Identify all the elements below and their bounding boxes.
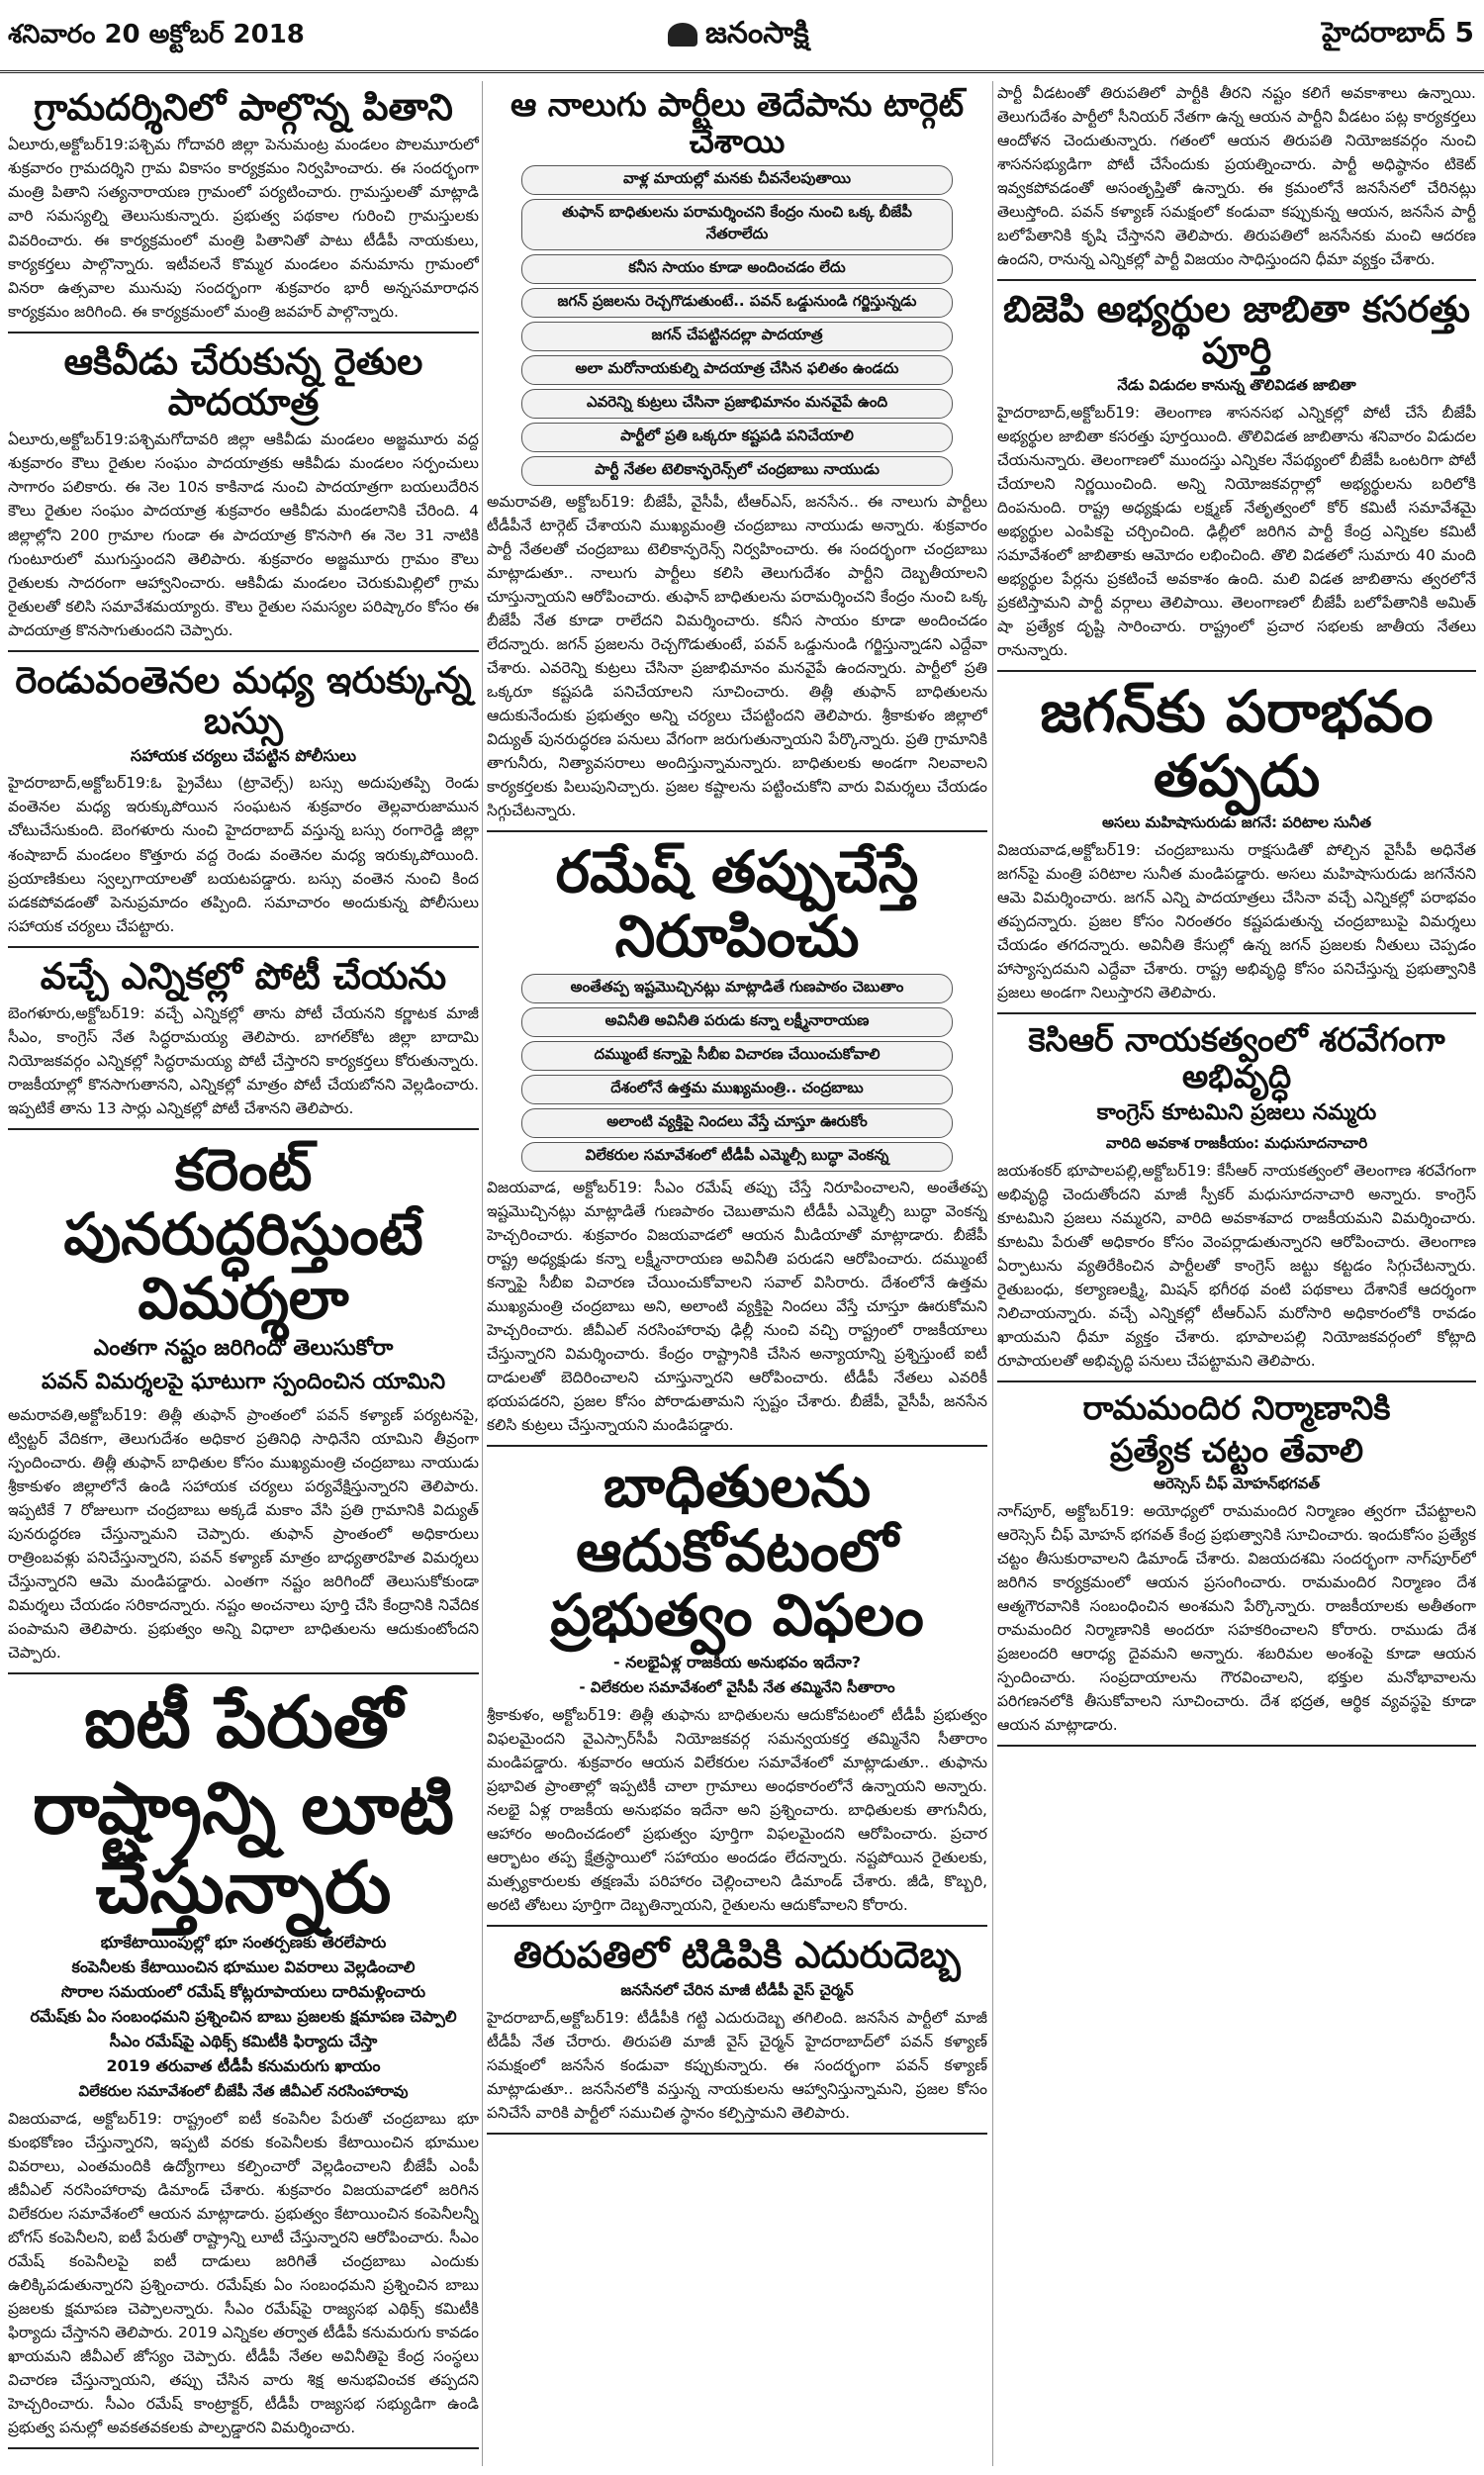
article-body: ఏలూరు,అక్టోబర్19:పశ్చిమ గోదావరి జిల్లా పెనుమంట్ర మండలం పొలమూరులో శుక్రవారం గ్రామదర్శిని గ్రామ వికాసం కార్యక్రమం నిర్వహించారు. ఈ సందర్భంగా మంత్రి పితాని సత్యనారాయణ గ్రామంలో పర్యటించారు. గ్రామస్తులతో మాట్లాడి వారి సమస్యల్ని తెలుసుకున్నారు. ప్రభుత్వ పథకాల గురించి గ్రామస్తులకు వివరించారు. ఈ కార్యక్రమంలో మంత్రి పితానితో పాటు టీడీపీ నాయకులు, కార్యకర్తలు పాల్గొన్నారు. ఇటీవలనే కొమ్మర మండలం వనుమాను గ్రామంలో వినరా ఉత్సవాల మునుపు సందర్భంగా శుక్రవారం భారీ అన్నసమారాధన కార్యక్రమం జరిగింది. ఈ కార్యక్రమంలో మంత్రి జవహర్ పాల్గొన్నారు. [8, 136, 479, 321]
article-byline: అసలు మహిషాసురుడు జగనే: పరిటాల సునీత [1102, 813, 1371, 832]
article-byline: - విలేకరుల సమావేశంలో వైసీపీ నేత తమ్మినేని సీతారాం [579, 1678, 895, 1697]
article-subheadline: సహాయక చర్యలు చేపట్టిన పోలీసులు [130, 746, 357, 766]
article-headline: జగన్‌కు పరాభవం తప్పదు [1040, 678, 1434, 810]
highlight-point: కనీస సాయం కూడా అందించడం లేదు [521, 254, 952, 284]
highlight-point: వాళ్ల మాయల్లో మనకు చీవనేలపుతాయి [521, 165, 952, 195]
article-divider [8, 1128, 479, 1130]
highlight-point: సొరాల సమయంలో రమేష్ కోట్లరూపాయలు దారిమళ్లించారు [60, 1981, 426, 2001]
article-divider [8, 2447, 479, 2449]
article [8, 956, 479, 1131]
article [487, 87, 987, 832]
article-byline: ఆరెస్సెస్ చీఫ్ మోహన్‌భగవత్ [1154, 1475, 1320, 1493]
article-byline: నేడు విడుదల కానున్న తొలివిడత జాబితా [1117, 376, 1356, 394]
masthead-title: జనంసాక్షి [705, 16, 809, 50]
article [8, 660, 479, 948]
article-headline: ఆ నాలుగు పార్టీలు తెదేపాను టార్గెట్ చేశాయి [510, 85, 965, 160]
article-byline: జనసేనలో చేరిన మాజీ టీడీపీ వైస్ చైర్మన్ [620, 1980, 854, 1999]
highlight-point: భూకేటాయింపుల్లో భూ సంతర్పణకు తెరలేపారు [100, 1932, 387, 1951]
article-body: అమరావతి,అక్టోబర్19: తిత్లీ తుఫాన్ ప్రాంతంలో పవన్ కళ్యాణ్ పర్యటనపై, ట్విట్టర్ వేదికగా, తెలుగుదేశం అధికార ప్రతినిధి సాధినేని యామిని తీవ్రంగా స్పందించారు. తిత్లీ తుఫాన్ బాధితుల కోసం ముఖ్యమంత్రి చంద్రబాబు నాయుడు శ్రీకాకుళం జిల్లాలోనే ఉండి సహాయక చర్యలు పర్యవేక్షిస్తున్నారని తెలిపారు. ఇప్పటికే 7 రోజులుగా చంద్రబాబు అక్కడే మకాం వేసి ప్రతి గ్రామానికి విద్యుత్ పునరుద్ధరణ చేస్తున్నామని చెప్పారు. తుఫాన్ ప్రాంతంలో అధికారులు రాత్రింబవళ్లు పనిచేస్తున్నారని, పవన్ కళ్యాణ్ మాత్రం బాధ్యతారహిత విమర్శలు చేస్తున్నారని ఆమె మండిపడ్డారు. ఎంతగా నష్టం జరిగిందో తెలుసుకోకుండా విమర్శలు చేయడం సరికాదన్నారు. నష్టం అంచనాలు పూర్తి చేసి కేంద్రానికి నివేదిక పంపామని తెలిపారు. ప్రభుత్వం అన్ని విధాలా బాధితులను ఆదుకుంటోందని చెప్పారు. [8, 1405, 479, 1663]
column-rule [482, 81, 483, 2466]
article-headline: బిజెపి అభ్యర్థుల జాబితా కసరత్తు పూర్తి [1003, 288, 1470, 372]
article-body: విజయవాడ, అక్టోబర్19: రాష్ట్రంలో ఐటీ కంపెనీల పేరుతో చంద్రబాబు భూ కుంభకోణం చేస్తున్నారని, ఇప్పటి వరకు కంపెనీలకు కేటాయించిన భూముల వివరాలు, ఎంతమందికి ఉద్యోగాలు కల్పించారో వెల్లడించాలని బీజేపీ ఎంపీ జీవీఎల్ నరసింహారావు డిమాండ్ చేశారు. శుక్రవారం విజయవాడలో జరిగిన విలేకరుల సమావేశంలో ఆయన మాట్లాడారు. ప్రభుత్వం కేటాయించిన కంపెనీలన్నీ బోగస్ కంపెనీలని, ఐటీ పేరుతో రాష్ట్రాన్ని లూటీ చేస్తున్నారని ఆరోపించారు. సీఎం రమేష్ కంపెనీలపై ఐటీ దాడులు జరిగితే చంద్రబాబు ఎందుకు ఉలిక్కిపడుతున్నారని ప్రశ్నించారు. రమేష్‌కు ఏం సంబంధమని ప్రశ్నించిన బాబు ప్రజలకు క్షమాపణ చెప్పాలన్నారు. సీఎం రమేష్‌పై రాజ్యసభ ఎథిక్స్ కమిటీకి ఫిర్యాదు చేస్తానని తెలిపారు. 2019 ఎన్నికల తర్వాత టీడీపీ కనుమరుగు కావడం ఖాయమని జీవీఎల్ జోస్యం చెప్పారు. టీడీపీ నేతల అవినీతిపై కేంద్ర సంస్థలు విచారణ చేస్తున్నాయని, తప్పు చేసిన వారు శిక్ష అనుభవించక తప్పదని హెచ్చరించారు. సీఎం రమేష్ కాంట్రాక్టర్, టీడీపీ రాజ్యసభ సభ్యుడిగా ఉండి ప్రభుత్వ పనుల్లో అవకతవకలకు పాల్పడ్డారని విమర్శించారు. [8, 2109, 479, 2437]
article-headline: రెండువంతెనల మధ్య ఇరుక్కున్న బస్సు [15, 658, 472, 743]
article-divider [8, 650, 479, 652]
article-body: హైదరాబాద్,అక్టోబర్19: తెలంగాణ శాసనసభ ఎన్నికల్లో పోటీ చేసే బీజేపీ అభ్యర్థుల జాబితా కసరత్తు పూర్తయింది. తొలివిడత జాబితాను శనివారం విడుదల చేయనున్నారు. తెలంగాణలో ముందస్తు ఎన్నికల నేపథ్యంలో బీజేపీ ఒంటరిగా పోటీ చేయాలని నిర్ణయించింది. అన్ని నియోజకవర్గాల్లో అభ్యర్థులను బరిలోకి దింపనుంది. రాష్ట్ర అధ్యక్షుడు లక్ష్మణ్ నేతృత్వంలో కోర్ కమిటీ సమావేశమై అభ్యర్థుల ఎంపికపై చర్చించింది. ఢిల్లీలో జరిగిన పార్టీ కేంద్ర ఎన్నికల కమిటీ సమావేశంలో జాబితాకు ఆమోదం లభించింది. తొలి విడతలో సుమారు 40 మంది అభ్యర్థుల పేర్లను ప్రకటించే అవకాశం ఉంది. మలి విడత జాబితాను త్వరలోనే ప్రకటిస్తామని పార్టీ వర్గాలు తెలిపాయి. తెలంగాణలో బీజేపీ బలోపేతానికి అమిత్ షా ప్రత్యేక దృష్టి సారించారు. రాష్ట్రంలో ప్రచార సభలకు జాతీయ నేతలు రానున్నారు. [997, 404, 1476, 660]
article-subheadline: కాంగ్రెస్ కూటమిని ప్రజలు నమ్మరు [1096, 1100, 1377, 1126]
article [487, 840, 987, 1447]
article-body: శ్రీకాకుళం, అక్టోబర్19: తిత్లీ తుఫాను బాధితులను ఆదుకోవటంలో టీడీపీ ప్రభుత్వం విఫలమైందని వైఎస్సార్‌సీపీ నియోజకవర్గ సమన్వయకర్త తమ్మినేని సీతారాం మండిపడ్డారు. శుక్రవారం ఆయన విలేకరుల సమావేశంలో మాట్లాడుతూ.. తుఫాను ప్రభావిత ప్రాంతాల్లో ఇప్పటికీ చాలా గ్రామాలు అంధకారంలోనే ఉన్నాయని అన్నారు. నలభై ఏళ్ల రాజకీయ అనుభవం ఇదేనా అని ప్రశ్నించారు. బాధితులకు తాగునీరు, ఆహారం అందించడంలో ప్రభుత్వం పూర్తిగా విఫలమైందని ఆరోపించారు. ప్రచార ఆర్భాటం తప్ప క్షేత్రస్థాయిలో సహాయం అందడం లేదన్నారు. నష్టపోయిన రైతులకు, మత్స్యకారులకు తక్షణమే పరిహారం చెల్లించాలని డిమాండ్ చేశారు. జీడి, కొబ్బరి, అరటి తోటలు పూర్తిగా దెబ్బతిన్నాయని, రైతులను ఆదుకోవాలని కోరారు. [487, 1706, 987, 1915]
article-headline-line2: రాష్ట్రాన్ని లూటి చేస్తున్నారు [32, 1765, 455, 1930]
column-2 [487, 81, 987, 2466]
article-headline: గ్రామదర్శినిలో పాల్గొన్న పితాని [34, 86, 453, 129]
article-headline: రమేష్ తప్పుచేస్తే నిరూపించు [555, 838, 919, 971]
article-headline: వచ్చే ఎన్నికల్లో పోటీ చేయను [40, 954, 447, 998]
article-body: నాగ్‌పూర్, అక్టోబర్19: అయోధ్యలో రామమందిర నిర్మాణం త్వరగా చేపట్టాలని ఆరెస్సెస్ చీఫ్ మోహన్ భగవత్ కేంద్ర ప్రభుత్వానికి సూచించారు. ఇందుకోసం ప్రత్యేక చట్టం తీసుకురావాలని డిమాండ్ చేశారు. విజయదశమి సందర్భంగా నాగ్‌పూర్‌లో జరిగిన కార్యక్రమంలో ఆయన ప్రసంగించారు. రామమందిర నిర్మాణం దేశ ఆత్మగౌరవానికి సంబంధించిన అంశమని పేర్కొన్నారు. రాజకీయాలకు అతీతంగా రామమందిర నిర్మాణానికి అందరూ సహకరించాలని కోరారు. రాముడు దేశ ప్రజలందరి ఆరాధ్య దైవమని అన్నారు. శబరిమల అంశంపై కూడా ఆయన స్పందించారు. సంప్రదాయాలను గౌరవించాలని, భక్తుల మనోభావాలను పరిగణనలోకి తీసుకోవాలని సూచించారు. దేశ భద్రత, ఆర్థిక వ్యవస్థపై కూడా ఆయన మాట్లాడారు. [997, 1502, 1476, 1735]
article [8, 1682, 479, 2449]
article-divider [997, 1380, 1476, 1382]
highlight-point: జగన్ ప్రజలను రెచ్చగొడుతుంటే.. పవన్ ఒడ్డునుండి గర్జిస్తున్నడు [521, 288, 952, 318]
article-subheadline: పవన్ విమర్శలపై ఘాటుగా స్పందించిన యామిని [41, 1369, 446, 1394]
column-rule [992, 81, 993, 2466]
article-headline: కరెంట్ పునరుద్ధరిస్తుంటే విమర్శలా [63, 1136, 423, 1332]
article-divider [487, 1445, 987, 1447]
article-body: హైదరాబాద్,అక్టోబర్19: టీడీపీకి గట్టి ఎదురుదెబ్బ తగిలింది. జనసేన పార్టీలో మాజీ టీడీపీ నేత చేరారు. తిరుపతి మాజీ వైస్ చైర్మన్ హైదరాబాద్‌లో పవన్ కళ్యాణ్ సమక్షంలో జనసేన కండువా కప్పుకున్నారు. ఈ సందర్భంగా పవన్ కళ్యాణ్ మాట్లాడుతూ.. జనసేనలోకి వస్తున్న నాయకులను ఆహ్వానిస్తున్నామని, ప్రజల కోసం పనిచేసే వారికి పార్టీలో సముచిత స్థానం కల్పిస్తామని తెలిపారు. [487, 2008, 987, 2122]
article-divider [487, 2133, 987, 2135]
city-page-number: హైదరాబాద్ 5 [1322, 16, 1474, 48]
highlight-point: దేశంలోనే ఉత్తమ ముఖ్యమంత్రి.. చంద్రబాబు [521, 1075, 952, 1104]
article-headline: తిరుపతిలో టిడిపికి ఎదురుదెబ్బ [513, 1934, 961, 1977]
highlight-point: సీఎం రమేష్‌పై ఎథిక్స్ కమిటీకి ఫిర్యాదు చేస్తా [109, 2031, 378, 2050]
article-divider [8, 946, 479, 948]
column-1 [8, 81, 479, 2466]
article-divider [487, 830, 987, 832]
column-3 [997, 81, 1476, 2466]
article [8, 87, 479, 333]
highlight-point: తుఫాన్ బాధితులను పరామర్శించని కేంద్రం నుంచి ఒక్క బీజేపీ నేతరాలేదు [521, 199, 952, 250]
article [8, 341, 479, 652]
article [8, 1138, 479, 1674]
article-headline: బాధితులను ఆదుకోవటంలో ప్రభుత్వం విఫలం [550, 1453, 924, 1650]
article-headline-line2: ప్రత్యేక చట్టం తేవాలి [1109, 1431, 1364, 1471]
article-subheadline: ఎంతగా నష్టం జరిగిందో తెలుసుకోరా [93, 1335, 394, 1361]
article [997, 81, 1476, 281]
highlight-point: పార్టీలో ప్రతి ఒక్కరూ కష్టపడి పనిచేయాలి [521, 423, 952, 452]
article [997, 680, 1476, 1014]
highlight-point: అంతేతప్ప ఇష్టమొచ్చినట్లు మాట్లాడితే గుణపాఠం చెబుతాం [521, 974, 952, 1003]
article-headline: కెసిఆర్ నాయకత్వంలో శరవేగంగా అభివృద్ధి [1028, 1020, 1445, 1096]
issue-date: శనివారం 20 అక్టోబర్ 2018 [8, 20, 305, 49]
article-byline: విలేకరుల సమావేశంలో బీజేపీ నేత జీవీఎల్ నరసింహారావు [78, 2081, 409, 2100]
article [487, 1935, 987, 2135]
highlight-point: అలా మరోనాయకుల్ని పాదయాత్ర చేసిన ఫలితం ఉండదు [521, 355, 952, 385]
page-header [0, 0, 1484, 73]
article [997, 1022, 1476, 1382]
article-headline: రామమందిర నిర్మాణానికి [1082, 1388, 1391, 1428]
article-divider [997, 670, 1476, 672]
article-body: విజయవాడ,అక్టోబర్19: చంద్రబాబును రాక్షసుడితో పోల్చిన వైసీపీ అధినేత జగన్‌పై మంత్రి పరిటాల సునీత మండిపడ్డారు. అసలు మహిషాసురుడు జగనేనని ఆమె విమర్శించారు. జగన్ ఎన్ని పాదయాత్రలు చేసినా వచ్చే ఎన్నికల్లో పరాభవం తప్పదన్నారు. ప్రజల కోసం నిరంతరం కష్టపడుతున్న చంద్రబాబుపై విమర్శలు చేయడం తగదన్నారు. అవినీతి కేసుల్లో ఉన్న జగన్ ప్రజలకు నీతులు చెప్పడం హాస్యాస్పదమని ఎద్దేవా చేశారు. రాష్ట్ర అభివృద్ధి కోసం పనిచేస్తున్న ప్రభుత్వానికి ప్రజలు అండగా నిలుస్తారని తెలిపారు. [997, 841, 1476, 1002]
article-divider [997, 1745, 1476, 1747]
highlight-point: రమేష్‌కు ఏం సంబంధమని ప్రశ్నించిన బాబు ప్రజలకు క్షమాపణ చెప్పాలి [30, 2006, 457, 2026]
article-body: పార్టీ వీడటంతో తిరుపతిలో పార్టీకి తీరని నష్టం కలిగే అవకాశాలు ఉన్నాయి. తెలుగుదేశం పార్టీలో సీనియర్ నేతగా ఉన్న ఆయన పార్టీని వీడటం పట్ల కార్యకర్తలు ఆందోళన చెందుతున్నారు. గతంలో ఆయన తిరుపతి నియోజకవర్గం నుంచి శాసనసభ్యుడిగా పోటీ చేసేందుకు ప్రయత్నించారు. పార్టీ అధిష్ఠానం టికెట్ ఇవ్వకపోవడంతో అసంతృప్తితో ఉన్నారు. ఈ క్రమంలోనే జనసేనలో చేరినట్లు తెలుస్తోంది. పవన్ కళ్యాణ్ సమక్షంలో కండువా కప్పుకున్న ఆయన, జనసేన పార్టీ బలోపేతానికి కృషి చేస్తానని తెలిపారు. తిరుపతిలో జనసేనకు మంచి ఆదరణ ఉందని, రానున్న ఎన్నికల్లో పార్టీ విజయం సాధిస్తుందని ధీమా వ్యక్తం చేశారు. [997, 84, 1476, 269]
article [997, 289, 1476, 672]
highlight-point: 2019 తరువాత టీడీపీ కనుమరుగు ఖాయం [106, 2055, 381, 2075]
highlight-point: విలేకరుల సమావేశంలో టీడీపీ ఎమ్మెల్సీ బుద్ధా వెంకన్న [521, 1142, 952, 1172]
article-byline: వారిది అవకాశ రాజకీయం: మధుసూదనాచారి [1105, 1134, 1368, 1153]
article-divider [997, 1012, 1476, 1014]
article [487, 1455, 987, 1927]
article [997, 1390, 1476, 1747]
highlight-point: అవినీతి అవినీతి పరుడు కన్నా లక్ష్మీనారాయణ [521, 1007, 952, 1037]
article-body: అమరావతి, అక్టోబర్19: బీజేపీ, వైసీపీ, టీఆర్ఎస్, జనసేన.. ఈ నాలుగు పార్టీలు టీడీపీనే టార్గెట్ చేశాయని ముఖ్యమంత్రి చంద్రబాబు నాయుడు అన్నారు. శుక్రవారం పార్టీ నేతలతో చంద్రబాబు టెలికాన్ఫరెన్స్ నిర్వహించారు. ఈ సందర్భంగా చంద్రబాబు మాట్లాడుతూ.. నాలుగు పార్టీలు కలిసి తెలుగుదేశం పార్టీని దెబ్బతీయాలని చూస్తున్నాయని ఆరోపించారు. తుఫాన్ బాధితులను పరామర్శించని కేంద్రం నుంచి ఒక్క బీజేపీ నేత కూడా రాలేదని విమర్శించారు. కనీస సాయం కూడా అందించడం లేదన్నారు. జగన్ ప్రజలను రెచ్చగొడుతుంటే, పవన్ ఒడ్డునుండి గర్జిస్తున్నాడని ఎద్దేవా చేశారు. ఎవరెన్ని కుట్రలు చేసినా ప్రజాభిమానం మనవైపే ఉందన్నారు. పార్టీలో ప్రతి ఒక్కరూ కష్టపడి పనిచేయాలని సూచించారు. తిత్లీ తుఫాన్ బాధితులను ఆదుకునేందుకు ప్రభుత్వం అన్ని చర్యలు చేపట్టిందని తెలిపారు. శ్రీకాకుళం జిల్లాలో విద్యుత్ పునరుద్ధరణ పనులు వేగంగా జరుగుతున్నాయని పేర్కొన్నారు. ప్రతి గ్రామానికి తాగునీరు, నిత్యావసరాలు అందిస్తున్నామన్నారు. బాధితులకు అండగా నిలవాలని కార్యకర్తలకు పిలుపునిచ్చారు. ప్రజల కష్టాలను పట్టించుకోని వారు విమర్శలు చేయడం సిగ్గుచేటన్నారు. [487, 492, 987, 820]
highlight-point: పార్టీ నేతల టెలికాన్ఫరెన్స్‌లో చంద్రబాబు నాయుడు [521, 456, 952, 486]
highlight-point: ఎవరెన్ని కుట్రలు చేసినా ప్రజాభిమానం మనవైపే ఉంది [521, 389, 952, 419]
article-body: బెంగళూరు,అక్టోబర్19: వచ్చే ఎన్నికల్లో తాను పోటీ చేయనని కర్ణాటక మాజీ సీఎం, కాంగ్రెస్ నేత సిద్ధరామయ్య తెలిపారు. బాగల్‌కోట జిల్లా బాదామి నియోజకవర్గం ఎన్నికల్లో సిద్ధరామయ్య పోటీ చేస్తారని కార్యకర్తలు కోరుతున్నారు. రాజకీయాల్లో కొనసాగుతానని, ఎన్నికల్లో మాత్రం పోటీ చేయబోనని వెల్లడించారు. ఇప్పటికే తాను 13 సార్లు ఎన్నికల్లో పోటీ చేశానని తెలిపారు. [8, 1004, 479, 1118]
article-divider [487, 1925, 987, 1927]
masthead [668, 16, 809, 57]
article-body: జయశంకర్ భూపాలపల్లి,అక్టోబర్19: కేసీఆర్ నాయకత్వంలో తెలంగాణ శరవేగంగా అభివృద్ధి చెందుతోందని మాజీ స్పీకర్ మధుసూదనాచారి అన్నారు. కాంగ్రెస్ కూటమిని ప్రజలు నమ్మరని, వారిది అవకాశవాద రాజకీయమని విమర్శించారు. కూటమి పేరుతో అధికారం కోసం వెంపర్లాడుతున్నారని ఆరోపించారు. తెలంగాణ ఏర్పాటును వ్యతిరేకించిన పార్టీలతో కాంగ్రెస్ జట్టు కట్టడం సిగ్గుచేటన్నారు. రైతుబంధు, కల్యాణలక్ష్మి, మిషన్ భగీరథ వంటి పథకాలు దేశానికే ఆదర్శంగా నిలిచాయన్నారు. వచ్చే ఎన్నికల్లో టీఆర్ఎస్ మరోసారి అధికారంలోకి రావడం ఖాయమని ధీమా వ్యక్తం చేశారు. భూపాలపల్లి నియోజకవర్గంలో కోట్లాది రూపాయలతో అభివృద్ధి పనులు చేపట్టామని తెలిపారు. [997, 1162, 1476, 1371]
article-divider [8, 1672, 479, 1674]
article-body: హైదరాబాద్,అక్టోబర్19:ఓ ప్రైవేటు (ట్రావెల్స్) బస్సు అదుపుతప్పి రెండు వంతెనల మధ్య ఇరుక్కుపోయిన సంఘటన శుక్రవారం తెల్లవారుజామున చోటుచేసుకుంది. బెంగళూరు నుంచి హైదరాబాద్ వస్తున్న బస్సు రంగారెడ్డి జిల్లా శంషాబాద్ మండలం కొత్తూరు వద్ద రెండు వంతెనల మధ్య ఇరుక్కుపోయింది. ప్రయాణికులు స్వల్పగాయాలతో బయటపడ్డారు. బస్సు వంతెన నుంచి కింద పడకపోవడంతో పెనుప్రమాదం తప్పింది. సమాచారం అందుకున్న పోలీసులు సహాయక చర్యలు చేపట్టారు. [8, 774, 479, 935]
highlight-point: జగన్ చేపట్టినదల్లా పాదయాత్ర [521, 322, 952, 351]
highlight-point: దమ్ముంటే కన్నాపై సీబీఐ విచారణ చేయించుకోవాలి [521, 1041, 952, 1071]
article-subheadline: - నలభైఏళ్ల రాజకీయ అనుభవం ఇదేనా? [612, 1653, 862, 1672]
article-headline: ఆకివీడు చేరుకున్న రైతుల పాదయాత్ర [63, 339, 423, 424]
article-body: విజయవాడ, అక్టోబర్19: సీఎం రమేష్ తప్పు చేస్తే నిరూపించాలని, అంతేతప్ప ఇష్టమొచ్చినట్లు మాట్లాడితే గుణపాఠం చెబుతామని టీడీపీ ఎమ్మెల్సీ బుద్ధా వెంకన్న హెచ్చరించారు. శుక్రవారం విజయవాడలో ఆయన మీడియాతో మాట్లాడారు. బీజేపీ రాష్ట్ర అధ్యక్షుడు కన్నా లక్ష్మీనారాయణ అవినీతి పరుడని ఆరోపించారు. దమ్ముంటే కన్నాపై సీబీఐ విచారణ చేయించుకోవాలని సవాల్ విసిరారు. దేశంలోనే ఉత్తమ ముఖ్యమంత్రి చంద్రబాబు అని, అలాంటి వ్యక్తిపై నిందలు వేస్తే చూస్తూ ఊరుకోమని హెచ్చరించారు. జీవీఎల్ నరసింహారావు ఢిల్లీ నుంచి వచ్చి రాష్ట్రంలో రాజకీయాలు చేస్తున్నారని విమర్శించారు. కేంద్రం రాష్ట్రానికి చేసిన అన్యాయాన్ని ప్రశ్నిస్తుంటే ఐటీ దాడులతో బెదిరించాలని చూస్తున్నారని ఆరోపించారు. టీడీపీ నేతలు ఎవరికీ భయపడరని, ప్రజల కోసం పోరాడుతామని స్పష్టం చేశారు. బీజేపీ, వైసీపీ, జనసేన కలిసి కుట్రలు చేస్తున్నాయని మండిపడ్డారు. [487, 1179, 987, 1435]
article-body: ఏలూరు,అక్టోబర్19:పశ్చిమగోదావరి జిల్లా ఆకివీడు మండలం అజ్జమూరు వద్ద శుక్రవారం కౌలు రైతుల సంఘం పాదయాత్రకు ఆకివీడు మండలం సర్పంచులు సాగారం పలికారు. ఈ నెల 10న కాకినాడ నుంచి పాదయాత్రగా బయలుదేరిన కౌలు రైతుల సంఘం పాదయాత్ర శుక్రవారం ఆకివీడు మండలానికి చేరింది. 4 జిల్లాల్లోని 200 గ్రామాల గుండా ఈ పాదయాత్ర కొనసాగి ఈ నెల 31 నాటికి గుంటూరులో ముగుస్తుందని తెలిపారు. శుక్రవారం అజ్జమూరు గ్రామం కౌలు రైతులకు సాదరంగా ఆహ్వానించారు. ఆకివీడు మండలం చెరుకుమిల్లిలో గ్రామ రైతులతో కలిసి సమావేశమయ్యారు. కౌలు రైతుల సమస్యల పరిష్కారం కోసం ఈ పాదయాత్ర కొనసాగుతుందని చెప్పారు. [8, 430, 479, 639]
highlight-point: కంపెనీలకు కేటాయించిన భూముల వివరాలు వెల్లడించాలి [71, 1956, 416, 1976]
article-divider [8, 332, 479, 333]
logo-icon [668, 23, 697, 47]
article-divider [997, 279, 1476, 281]
highlight-point: అలాంటి వ్యక్తిపై నిందలు వేస్తే చూస్తూ ఊరుకోం [521, 1108, 952, 1138]
article-headline: ఐటీ పేరుతో [83, 1680, 404, 1764]
